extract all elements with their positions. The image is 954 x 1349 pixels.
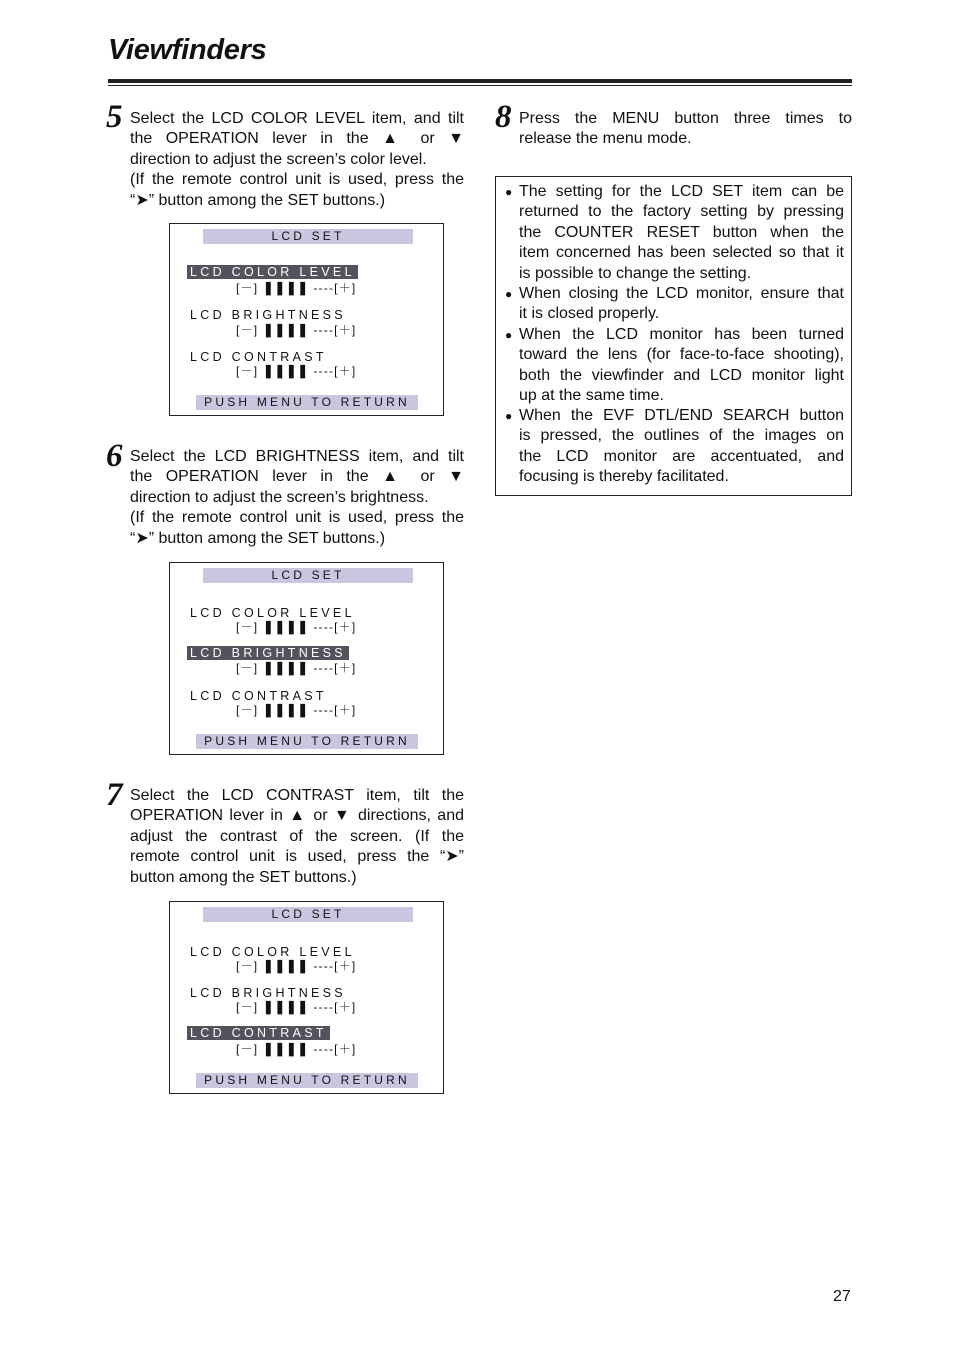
note-item: ● When the LCD monitor has been turned toward the lens (for face-to-face shooting), both the viewfinder and LCD monitor light up at the same time. [505, 326, 844, 405]
step-6-text: Select the LCD BRIGHTNESS item, and tilt the OPERATION lever in the ▲ or ▼ direction to adjust the screen’s brightness. (If the remote control unit is used, press the “➤” button among the SET buttons.) [130, 448, 464, 547]
screen-footer: PUSH MENU TO RETURN [196, 395, 418, 410]
lcd-set-screen-brightness [169, 562, 444, 755]
menu-item-brightness: LCD BRIGHTNESS [190, 986, 346, 1000]
level-bar: [－] ❚❚❚❚ ----[＋] [236, 619, 357, 634]
screen-footer: PUSH MENU TO RETURN [196, 734, 418, 749]
page-title: Viewfinders [108, 34, 267, 66]
screen-footer: PUSH MENU TO RETURN [196, 1073, 418, 1088]
level-bar: [－] ❚❚❚❚ ----[＋] [236, 322, 357, 337]
bullet-icon: ● [505, 287, 513, 301]
menu-item-contrast: LCD CONTRAST [187, 1026, 330, 1040]
step-7-number: 7 [106, 777, 123, 813]
screen-title: LCD SET [203, 568, 413, 583]
step-6-number: 6 [106, 438, 123, 474]
menu-item-color-level: LCD COLOR LEVEL [187, 265, 358, 279]
header-rule-thin [108, 85, 852, 86]
step-5-number: 5 [106, 99, 123, 135]
level-bar: [－] ❚❚❚❚ ----[＋] [236, 702, 357, 717]
menu-item-color-level: LCD COLOR LEVEL [190, 606, 355, 620]
notes-box [495, 176, 852, 496]
note-item: ● The setting for the LCD SET item can be returned to the factory setting by pressing the COUNTER RESET button when the item concerned has been selected so that it is possible to change the setting. [505, 183, 844, 282]
menu-item-contrast: LCD CONTRAST [190, 350, 327, 364]
level-bar: [－] ❚❚❚❚ ----[＋] [236, 363, 357, 378]
level-bar: [－] ❚❚❚❚ ----[＋] [236, 999, 357, 1014]
level-bar: [－] ❚❚❚❚ ----[＋] [236, 660, 357, 675]
lcd-set-screen-color-level [169, 223, 444, 416]
step-7-text: Select the LCD CONTRAST item, tilt the OPERATION lever in ▲ or ▼ directions, and adjust the contrast of the screen. (If the remote control unit is used, press the “➤” button among the SET buttons.) [130, 787, 464, 886]
page-number: 27 [833, 1288, 851, 1305]
screen-title: LCD SET [203, 907, 413, 922]
bullet-icon: ● [505, 409, 513, 423]
header-rule-thick [108, 79, 852, 83]
menu-item-brightness: LCD BRIGHTNESS [190, 308, 346, 322]
menu-item-color-level: LCD COLOR LEVEL [190, 945, 355, 959]
menu-item-brightness: LCD BRIGHTNESS [187, 646, 349, 660]
step-8-text: Press the MENU button three times to release the menu mode. [519, 110, 852, 148]
screen-title: LCD SET [203, 229, 413, 244]
level-bar: [－] ❚❚❚❚ ----[＋] [236, 958, 357, 973]
level-bar: [－] ❚❚❚❚ ----[＋] [236, 280, 357, 295]
menu-item-contrast: LCD CONTRAST [190, 689, 327, 703]
lcd-set-screen-contrast [169, 901, 444, 1094]
bullet-icon: ● [505, 185, 513, 199]
note-item: ● When the EVF DTL/END SEARCH button is pressed, the outlines of the images on the LCD monitor are accentuated, and focusing is thereby facilitated. [505, 407, 844, 486]
step-5-text: Select the LCD COLOR LEVEL item, and tilt the OPERATION lever in the ▲ or ▼ direction to adjust the screen’s color level. (If the remote control unit is used, press the “➤” button among the SET buttons.) [130, 110, 464, 209]
bullet-icon: ● [505, 328, 513, 342]
step-8-number: 8 [495, 99, 512, 135]
note-item: ● When closing the LCD monitor, ensure that it is closed properly. [505, 285, 844, 323]
level-bar: [－] ❚❚❚❚ ----[＋] [236, 1041, 357, 1056]
